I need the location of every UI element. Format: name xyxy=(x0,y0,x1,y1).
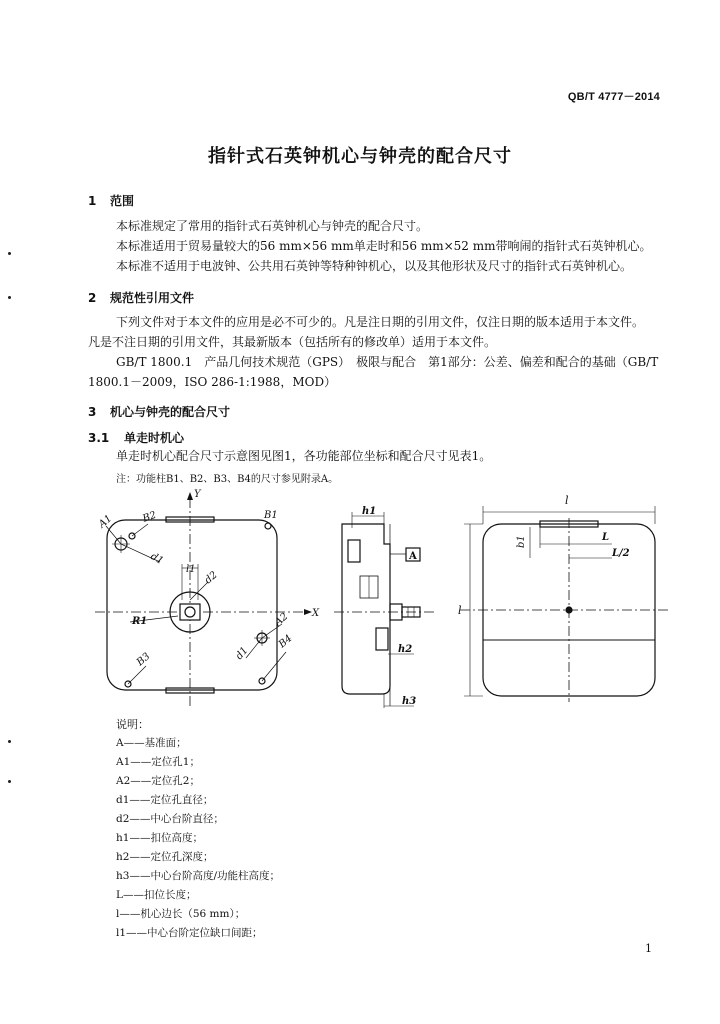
scan-speck xyxy=(8,296,11,299)
label-h2: h2 xyxy=(398,644,413,655)
section-2-para-line-1: 下列文件对于本文件的应用是必不可少的。凡是注日期的引用文件，仅注日期的版本适用于本文件。 xyxy=(116,315,645,329)
label-y-axis: Y xyxy=(194,489,201,500)
section-2-heading xyxy=(88,289,194,306)
section-3-heading xyxy=(88,403,230,420)
label-datum-a: A xyxy=(409,551,417,562)
section-1-title: 范围 xyxy=(110,194,135,208)
label-b3: B3 xyxy=(134,651,153,669)
figure-1-movement-diagram xyxy=(90,488,670,710)
label-h3: h3 xyxy=(402,696,417,707)
section-1-para-1: 本标准规定了常用的指针式石英钟机心与钟壳的配合尺寸。 xyxy=(116,219,429,233)
legend-item: h3——中心台阶高度/功能柱高度； xyxy=(116,870,280,882)
label-a1: A1 xyxy=(96,513,115,531)
rear-center-point xyxy=(566,607,572,613)
label-h1: h1 xyxy=(362,506,377,517)
page-number: 1 xyxy=(645,942,652,955)
section-2-title: 规范性引用文件 xyxy=(110,291,195,305)
legend-item: d1——定位孔直径； xyxy=(116,794,214,806)
legend-item: A——基准面； xyxy=(116,737,187,749)
legend-item: L——扣位长度； xyxy=(116,889,197,901)
label-a2: A2 xyxy=(272,611,291,629)
scan-speck xyxy=(8,740,11,743)
reference-line-2: 1800.1－2009，ISO 286-1:1988，MOD） xyxy=(88,375,337,389)
scan-speck xyxy=(8,780,11,783)
section-3-1-note: 注：功能柱B1、B2、B3、B4的尺寸参见附录A。 xyxy=(116,474,339,485)
reference-line-1: GB/T 1800.1 产品几何技术规范（GPS） 极限与配合 第1部分：公差、偏差和配合的基础（GB/T xyxy=(116,355,659,369)
section-2-para-line-2: 凡是不注日期的引用文件，其最新版本（包括所有的修改单）适用于本文件。 xyxy=(88,335,497,349)
legend-item: A1——定位孔1； xyxy=(116,756,200,768)
section-3-1-heading xyxy=(88,429,184,446)
section-1-heading xyxy=(88,192,134,209)
section-1-para-2: 本标准适用于贸易量较大的56 mm×56 mm单走时和56 mm×52 mm带响闹的指针式石英钟机心。 xyxy=(116,239,652,253)
legend-item: h1——扣位高度； xyxy=(116,832,203,844)
document-title: 指针式石英钟机心与钟壳的配合尺寸 xyxy=(208,146,512,167)
section-3-title: 机心与钟壳的配合尺寸 xyxy=(110,405,231,419)
standard-number: QB/T 4777－2014 xyxy=(567,91,660,103)
section-1-number: 1 xyxy=(88,194,97,208)
label-r1: R1 xyxy=(132,616,148,627)
section-1-para-3: 本标准不适用于电波钟、公共用石英钟等特种钟机心，以及其他形状及尺寸的指针式石英钟机心。 xyxy=(116,259,633,273)
side-profile xyxy=(342,524,390,694)
side-locating-post xyxy=(376,628,388,650)
label-clip-length: L xyxy=(602,532,610,543)
section-3-1-para: 单走时机心配合尺寸示意图见图1，各功能部位坐标和配合尺寸见表1。 xyxy=(116,449,492,463)
post-b2 xyxy=(265,523,271,529)
legend-item: l1——中心台阶定位缺口间距； xyxy=(116,927,263,939)
label-l-left: l xyxy=(458,604,462,617)
scan-speck xyxy=(8,252,11,255)
section-2-number: 2 xyxy=(88,291,97,305)
section-3-1-title: 单走时机心 xyxy=(124,431,185,445)
section-3-1-number: 3.1 xyxy=(88,431,110,445)
label-d1-upper: d1 xyxy=(148,551,166,567)
label-b1: B1 xyxy=(264,510,278,521)
label-d2: d2 xyxy=(202,569,220,587)
label-l1: l1 xyxy=(186,564,196,575)
legend-item: A2——定位孔2； xyxy=(116,775,200,787)
label-b1-dimension: b1 xyxy=(516,535,527,548)
label-b4: B4 xyxy=(276,633,295,651)
label-x-axis: X xyxy=(312,608,320,619)
label-l-top: l xyxy=(565,494,569,507)
label-b2-top-left: B2 xyxy=(141,509,158,525)
side-step xyxy=(348,540,360,562)
legend-item: h2——定位孔深度； xyxy=(116,851,214,863)
label-d1-lower: d1 xyxy=(233,645,251,662)
legend-item: d2——中心台阶直径； xyxy=(116,813,224,825)
section-3-number: 3 xyxy=(88,405,97,419)
label-half-clip-length: L/2 xyxy=(612,548,630,559)
legend-item: l——机心边长（56 mm）； xyxy=(116,908,246,920)
legend-title: 说明： xyxy=(116,718,149,731)
